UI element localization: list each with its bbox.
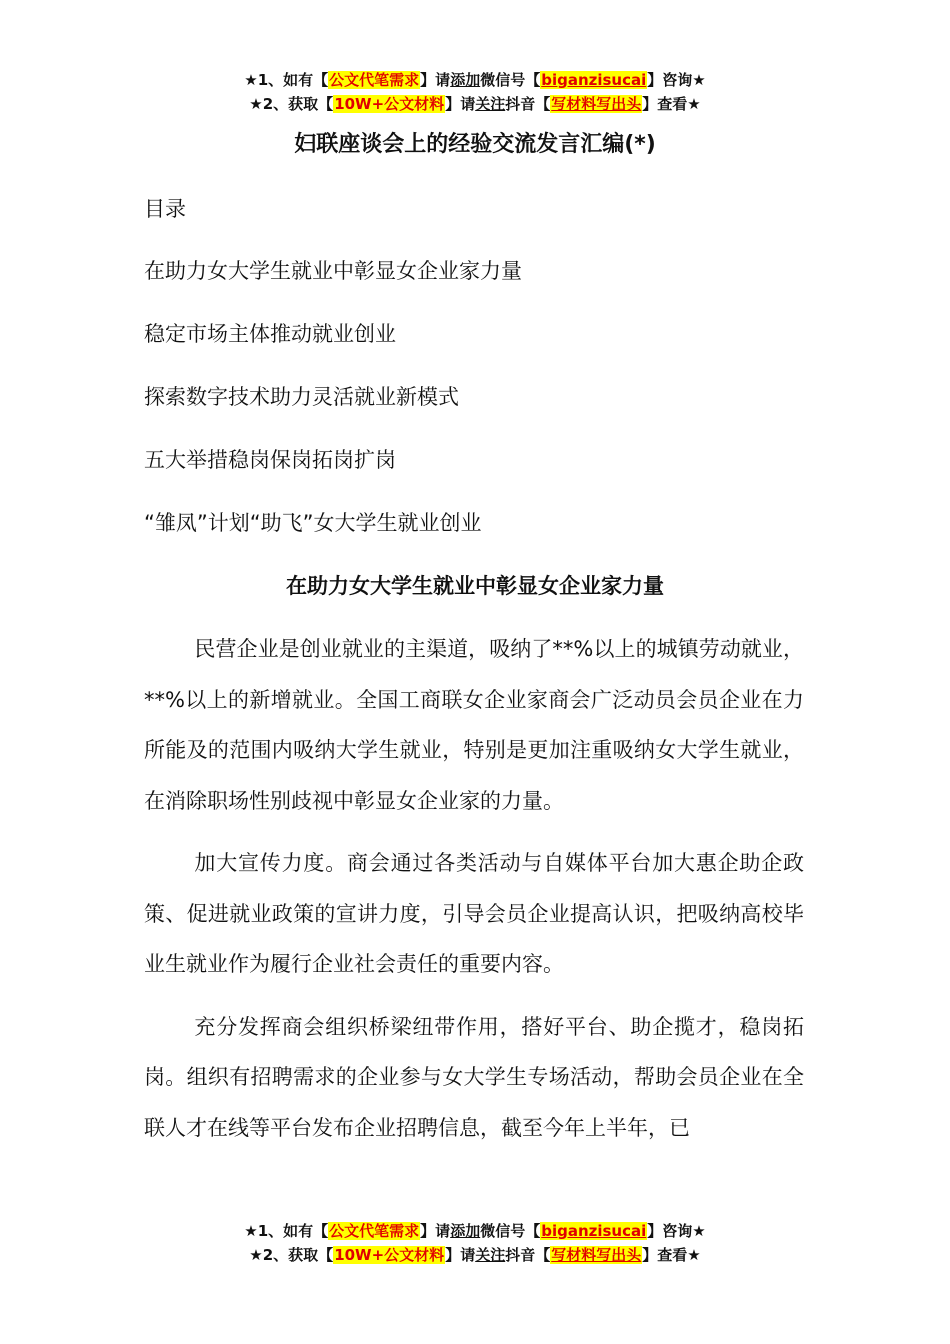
banner-text-underlined: 添加	[450, 1222, 481, 1240]
banner-text: 】查看★	[642, 95, 701, 113]
banner-text: ★1、如有【	[244, 1222, 329, 1240]
body-paragraph: 加大宣传力度。商会通过各类活动与自媒体平台加大惠企助企政策、促进就业政策的宣讲力度，引导会员企业提高认识，把吸纳高校毕业生就业作为履行企业社会责任的重要内容。	[144, 851, 804, 976]
banner-highlight-materials: 10W+公文材料	[334, 1246, 445, 1264]
banner-text: ★1、如有【	[244, 71, 329, 89]
banner-text: 】请	[445, 1246, 476, 1264]
toc-heading: 目录	[144, 197, 186, 221]
banner-text: 】请	[420, 71, 451, 89]
banner-douyin-account[interactable]: 写材料写出头	[551, 1246, 642, 1264]
banner-text-underlined: 添加	[450, 71, 481, 89]
footer-banner	[0, 1219, 950, 1267]
banner-text: 抖音【	[505, 95, 551, 113]
banner-douyin-account[interactable]: 写材料写出头	[551, 95, 642, 113]
document-title: 妇联座谈会上的经验交流发言汇编(*)	[294, 132, 656, 157]
banner-text-underlined: 关注	[475, 95, 506, 113]
section-title: 在助力女大学生就业中彰显女企业家力量	[286, 574, 664, 598]
toc-item[interactable]: 稳定市场主体推动就业创业	[144, 322, 396, 346]
banner-line-2	[0, 92, 950, 116]
banner-text: 】查看★	[642, 1246, 701, 1264]
banner-text: 】咨询★	[647, 1222, 706, 1240]
banner-text: 抖音【	[505, 1246, 551, 1264]
banner-text: ★2、获取【	[249, 1246, 334, 1264]
toc-item[interactable]: 在助力女大学生就业中彰显女企业家力量	[144, 259, 522, 283]
banner-text: 】咨询★	[647, 71, 706, 89]
toc-item[interactable]: 探索数字技术助力灵活就业新模式	[144, 385, 459, 409]
banner-highlight-service: 公文代笔需求	[329, 71, 420, 89]
banner-text: 】请	[445, 95, 476, 113]
banner-line-1	[0, 68, 950, 92]
body-paragraph: 充分发挥商会组织桥梁纽带作用，搭好平台、助企揽才，稳岗拓岗。组织有招聘需求的企业参与女大学生专场活动，帮助会员企业在全联人才在线等平台发布企业招聘信息，截至今年上半年，已	[144, 1014, 804, 1140]
banner-wechat-id[interactable]: biganzisucai	[541, 1222, 647, 1240]
table-of-contents	[144, 255, 522, 570]
banner-text: 微信号【	[480, 71, 541, 89]
banner-text: ★2、获取【	[249, 95, 334, 113]
section-body	[144, 624, 804, 1165]
banner-line-2	[0, 1243, 950, 1267]
banner-text: 】请	[420, 1222, 451, 1240]
header-banner	[0, 68, 950, 116]
banner-line-1	[0, 1219, 950, 1243]
toc-item[interactable]: “雏凤”计划“助飞”女大学生就业创业	[144, 511, 482, 535]
banner-wechat-id[interactable]: biganzisucai	[541, 71, 647, 89]
banner-highlight-materials: 10W+公文材料	[334, 95, 445, 113]
body-paragraph: 民营企业是创业就业的主渠道，吸纳了**%以上的城镇劳动就业，**%以上的新增就业。全国工商联女企业家商会广泛动员会员企业在力所能及的范围内吸纳大学生就业，特别是更加注重吸纳女大学生就业，在消除职场性别歧视中彰显女企业家的力量。	[144, 637, 804, 813]
banner-text: 微信号【	[480, 1222, 541, 1240]
toc-item[interactable]: 五大举措稳岗保岗拓岗扩岗	[144, 448, 396, 472]
banner-text-underlined: 关注	[475, 1246, 506, 1264]
banner-highlight-service: 公文代笔需求	[329, 1222, 420, 1240]
